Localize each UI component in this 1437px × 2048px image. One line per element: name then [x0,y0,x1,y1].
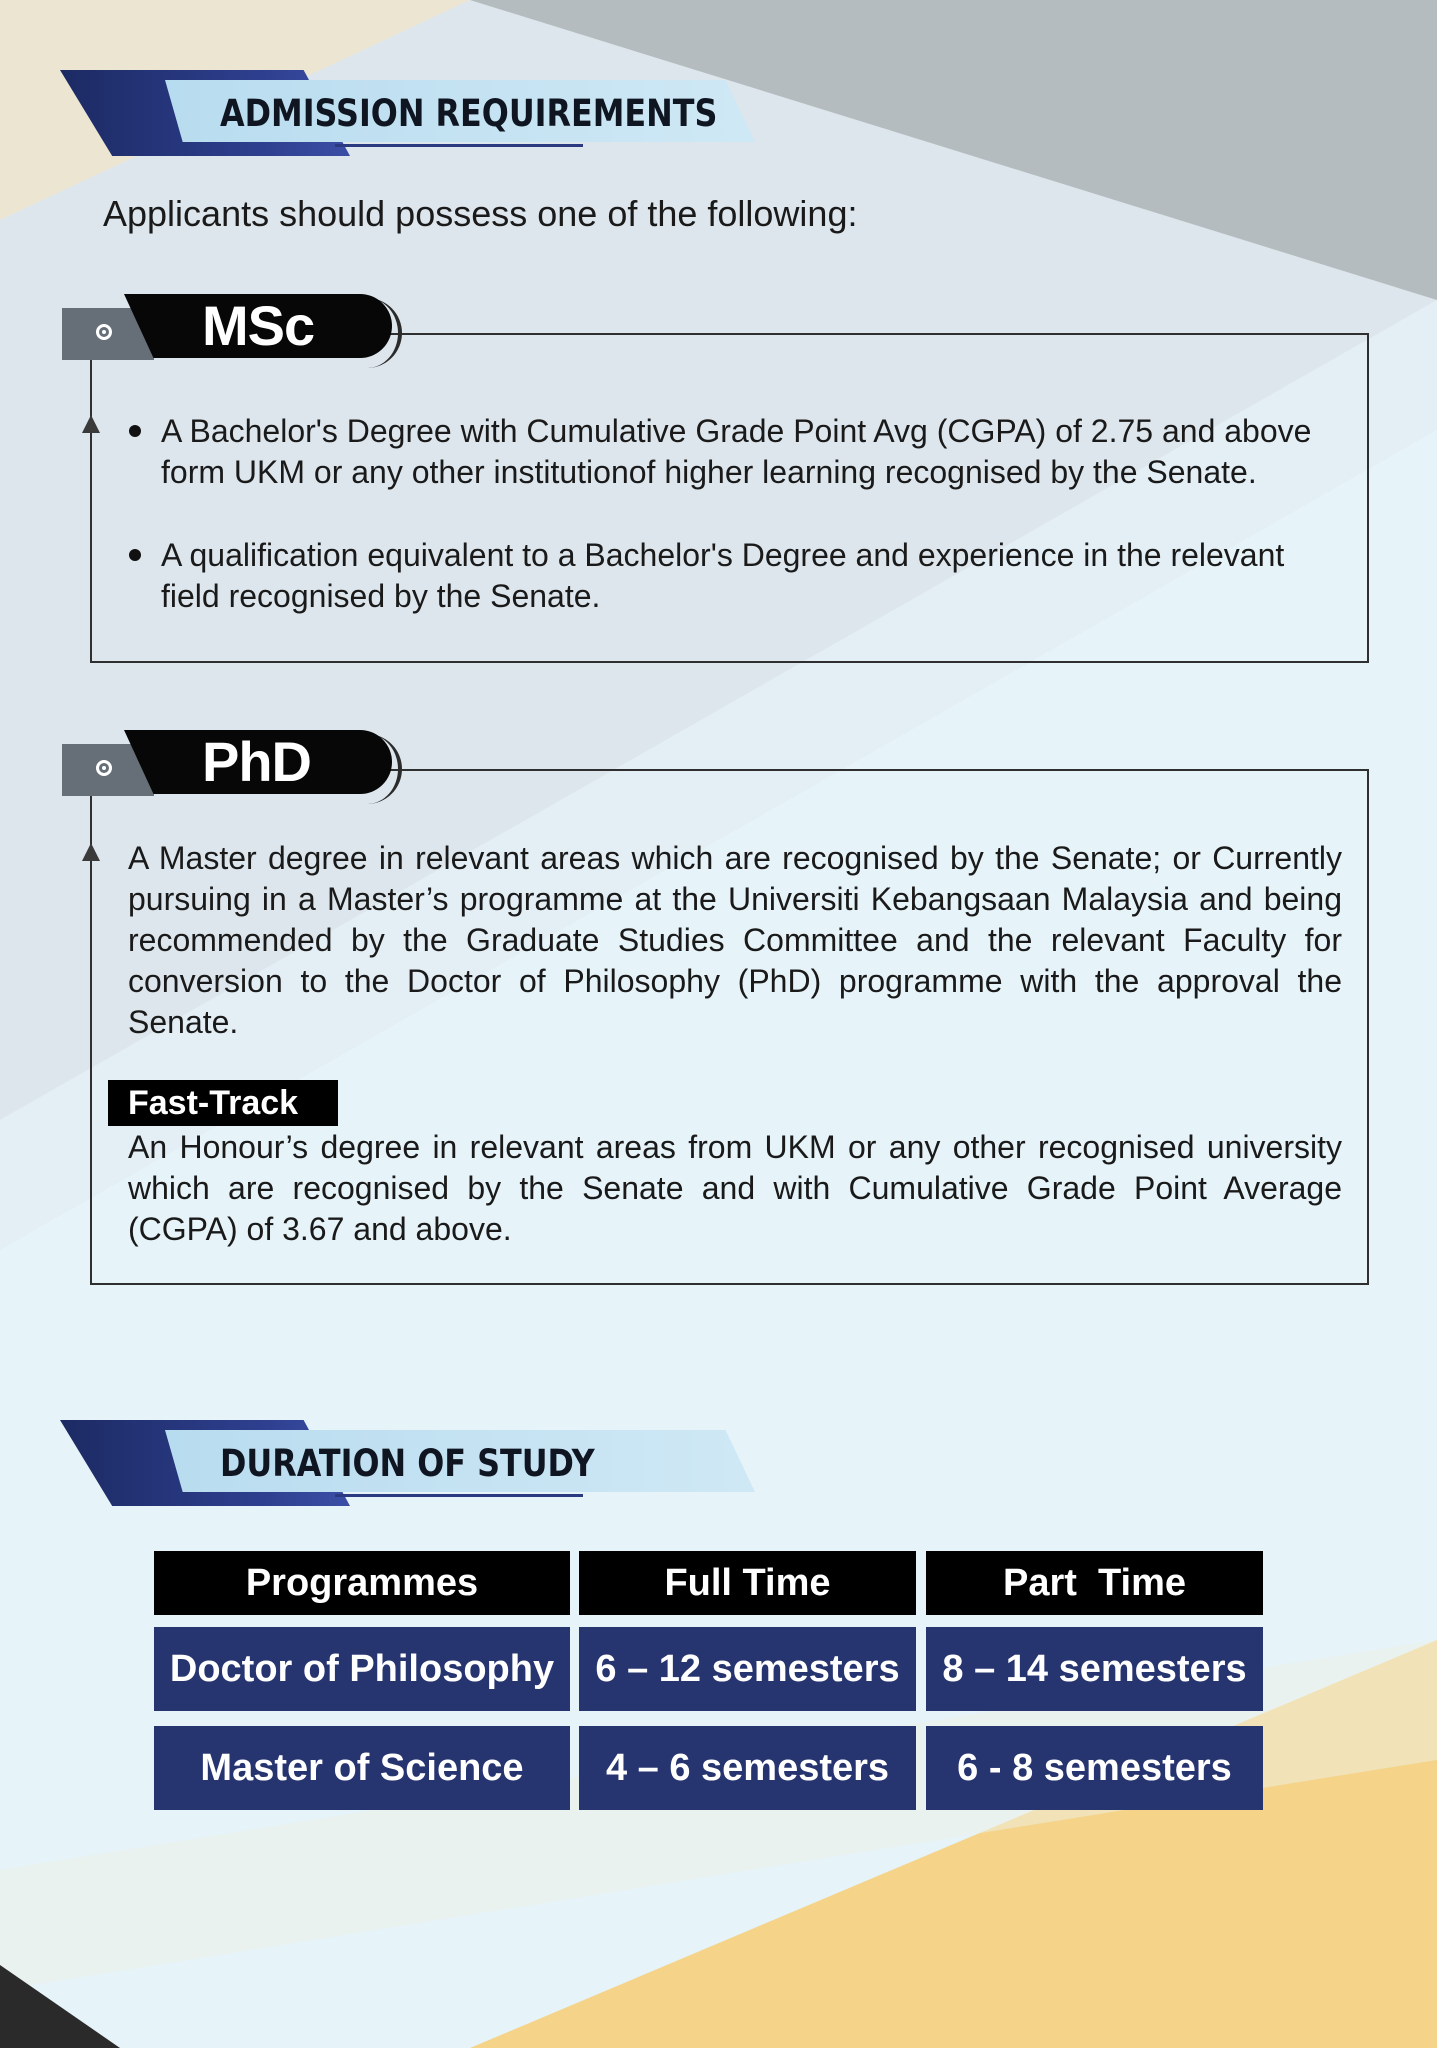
msc-bullet-1: A Bachelor's Degree with Cumulative Grade Point Avg (CGPA) of 2.75 and above form UKM or any other institutionof higher learning recognised by the Senate. [125,411,1325,493]
table-cell-full-time: 6 – 12 semesters [579,1627,916,1711]
table-cell-programme: Doctor of Philosophy [154,1627,570,1711]
banner-underline [335,144,583,147]
phd-tab [62,724,402,814]
admission-heading: ADMISSION REQUIREMENTS [220,92,718,135]
phd-main-text: A Master degree in relevant areas which are recognised by the Senate; or Currently pursuing in a Master’s programme at the Universiti Kebangsaan Malaysia and being recommended by the Graduate Studies Committee and the relevant Faculty for conversion to the Doctor of Philosophy (PhD) programme with the approval the Senate. [128,840,1342,1040]
msc-tab [62,288,402,378]
phd-frame-arrow-icon [82,843,100,861]
fast-track-text: An Honour’s degree in relevant areas from UKM or any other recognised university which are recognised by the Senate and with Cumulative Grade Point Average (CGPA) of 3.67 and above. [128,1129,1342,1247]
msc-label: MSc [202,294,315,357]
table-header-part-time: Part Time [926,1551,1263,1615]
duration-heading: DURATION OF STUDY [220,1442,595,1485]
banner-underline [335,1494,583,1497]
admission-intro: Applicants should possess one of the following: [103,193,858,234]
target-icon [96,324,112,340]
table-cell-programme: Master of Science [154,1726,570,1810]
msc-bullet-2: A qualification equivalent to a Bachelor's Degree and experience in the relevant field recognised by the Senate. [125,535,1325,617]
table-cell-full-time: 4 – 6 semesters [579,1726,916,1810]
msc-frame-arrow-icon [82,415,100,433]
table-cell-part-time: 6 - 8 semesters [926,1726,1263,1810]
table-header-full-time: Full Time [579,1551,916,1615]
table-header-programmes: Programmes [154,1551,570,1615]
table-cell-part-time: 8 – 14 semesters [926,1627,1263,1711]
phd-label: PhD [202,730,311,793]
target-icon [96,760,112,776]
duration-banner [60,1420,760,1520]
admission-banner [60,70,760,170]
fast-track-label: Fast-Track [108,1080,338,1126]
msc-bullet-list [125,411,1325,659]
